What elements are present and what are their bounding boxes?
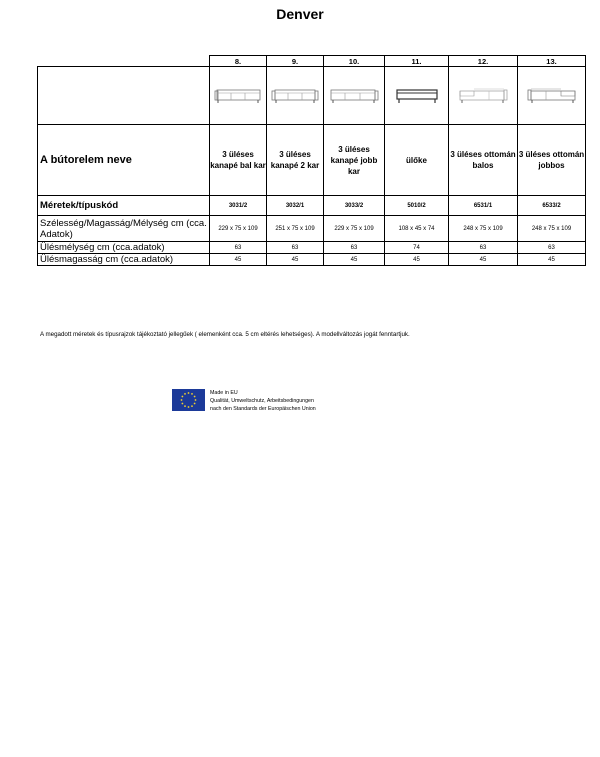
- seat-depth-value: 63: [449, 242, 518, 254]
- seat-height-value: 45: [324, 254, 385, 266]
- dimensions-value: 248 x 75 x 109: [518, 216, 586, 242]
- eu-flag-icon: [172, 389, 205, 411]
- type-code: 3032/1: [267, 196, 324, 216]
- dimensions-value: 248 x 75 x 109: [449, 216, 518, 242]
- column-number: 11.: [385, 56, 449, 67]
- product-name: 3 üléses ottomán jobbos: [518, 125, 586, 196]
- column-number: 12.: [449, 56, 518, 67]
- type-code: 6531/1: [449, 196, 518, 216]
- dimensions-row: [38, 216, 586, 242]
- seat-depth-value: 63: [324, 242, 385, 254]
- type-code: 5010/2: [385, 196, 449, 216]
- seat-height-value: 45: [267, 254, 324, 266]
- seat-depth-row: [38, 242, 586, 254]
- blank-cell: [38, 56, 210, 67]
- seat-depth-value: 74: [385, 242, 449, 254]
- type-code: 3031/2: [210, 196, 267, 216]
- drawing-row: [38, 67, 586, 125]
- seat-height-value: 45: [210, 254, 267, 266]
- row-label-seat-height: Ülésmagasság cm (cca.adatok): [38, 254, 210, 266]
- seat-pouf-icon: [385, 67, 449, 125]
- eu-badge-text: [210, 389, 316, 413]
- spec-table: [37, 55, 586, 266]
- sofa-3-seat-2-arms-icon: [267, 67, 324, 125]
- column-number-row: [38, 56, 586, 67]
- document-title: Denver: [276, 6, 324, 22]
- eu-badge-line: Made in EU: [210, 390, 238, 396]
- sofa-3-seat-right-arm-icon: [324, 67, 385, 125]
- name-row: [38, 125, 586, 196]
- dimensions-value: 229 x 75 x 109: [210, 216, 267, 242]
- ottoman-right-icon: [518, 67, 586, 125]
- product-name: 3 üléses kanapé bal kar: [210, 125, 267, 196]
- row-label-dimensions: Szélesség/Magasság/Mélység cm (cca. Adatok): [38, 216, 210, 242]
- seat-height-value: 45: [518, 254, 586, 266]
- dimensions-value: 251 x 75 x 109: [267, 216, 324, 242]
- sofa-3-seat-left-arm-icon: [210, 67, 267, 125]
- column-number: 8.: [210, 56, 267, 67]
- row-label-seat-depth: Ülésmélység cm (cca.adatok): [38, 242, 210, 254]
- row-label-code: Méretek/típuskód: [38, 196, 210, 216]
- eu-badge-line: nach den Standards der Europäischen Union: [210, 406, 316, 412]
- eu-badge-line: Qualität, Umweltschutz, Arbeitsbedingungen: [210, 398, 314, 404]
- seat-depth-value: 63: [518, 242, 586, 254]
- dimensions-value: 108 x 45 x 74: [385, 216, 449, 242]
- seat-depth-value: 63: [210, 242, 267, 254]
- column-number: 13.: [518, 56, 586, 67]
- blank-cell: [38, 67, 210, 125]
- seat-height-value: 45: [449, 254, 518, 266]
- product-name: 3 üléses kanapé jobb kar: [324, 125, 385, 196]
- product-name: ülőke: [385, 125, 449, 196]
- seat-depth-value: 63: [267, 242, 324, 254]
- disclaimer-note: A megadott méretek és típusrajzok tájékoztató jellegűek ( elemenként cca. 5 cm eltérés lehetséges). A modellváltozás jogát fenntartjuk.: [40, 331, 410, 338]
- ottoman-left-icon: [449, 67, 518, 125]
- dimensions-value: 229 x 75 x 109: [324, 216, 385, 242]
- seat-height-row: [38, 254, 586, 266]
- column-number: 9.: [267, 56, 324, 67]
- row-label-name: A bútorelem neve: [38, 125, 210, 196]
- product-name: 3 üléses kanapé 2 kar: [267, 125, 324, 196]
- seat-height-value: 45: [385, 254, 449, 266]
- type-code: 6533/2: [518, 196, 586, 216]
- product-name: 3 üléses ottomán balos: [449, 125, 518, 196]
- column-number: 10.: [324, 56, 385, 67]
- code-row: [38, 196, 586, 216]
- type-code: 3033/2: [324, 196, 385, 216]
